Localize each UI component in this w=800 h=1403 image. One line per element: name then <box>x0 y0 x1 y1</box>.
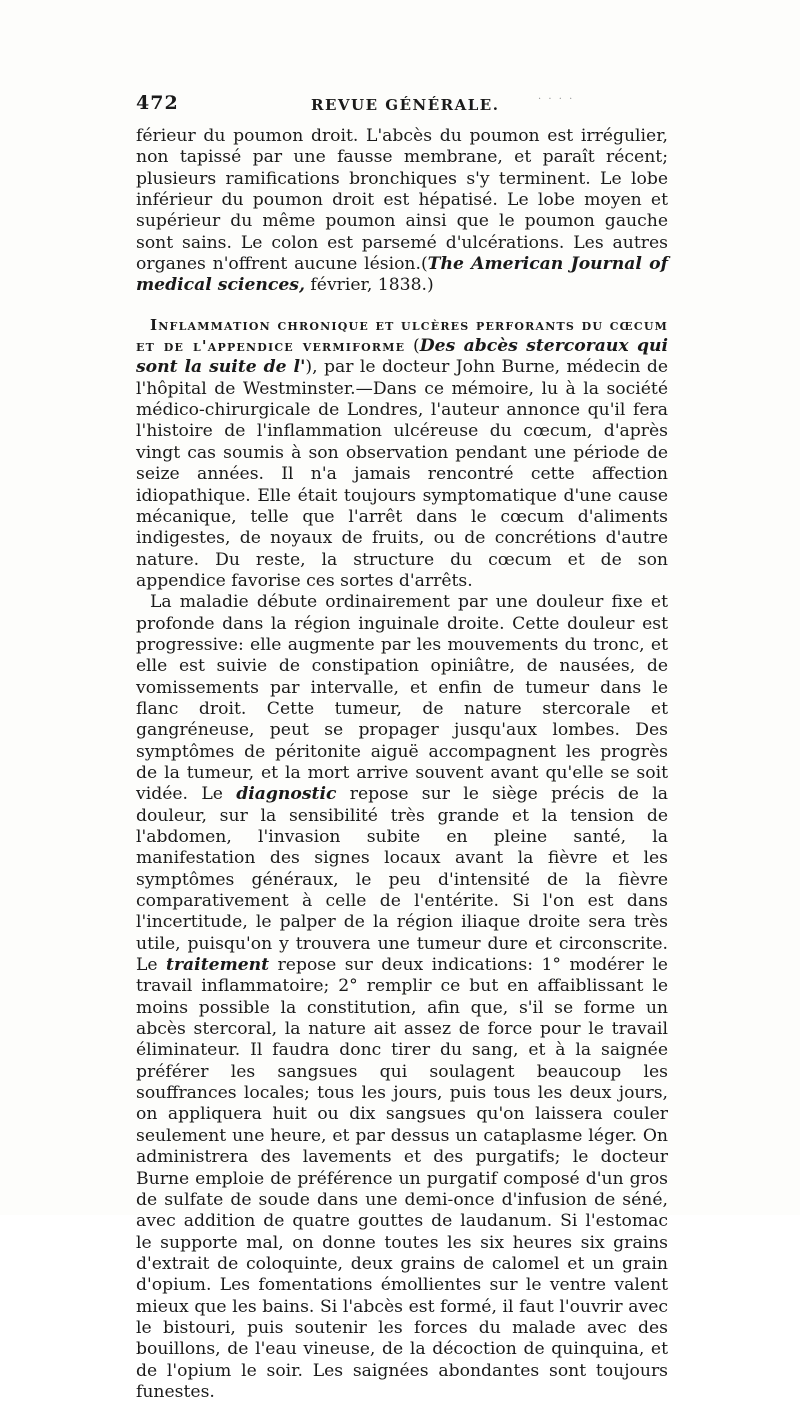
emphasis-diagnostic: diagnostic <box>236 784 337 805</box>
paren-open: ( <box>405 336 420 357</box>
paragraph-text: repose sur deux indications: 1° modérer le travail inflammatoire; 2° remplir ce but en affaiblissant le moins possible la constitution, afin que, s'il se forme un abcès stercoral, la nature ait assez de force pour le travail éliminateur. Il faudra donc tirer du sang, et à la saignée préférer les sangsues qui soulagent beaucoup les souffrances locales; tous les jours, puis tous les deux jours, on appliquera huit ou dix sangsues qu'on laissera couler seulement une heure, et par dessus un cataplasme léger. On administrera des lavements et des purgatifs; le docteur Burne emploie de préférence un purgatif composé d'un gros de sulfate de soude dans une demi-once d'infusion de séné, avec addition de quatre gouttes de laudanum. Si l'estomac le supporte mal, on donne toutes les six heures six grains d'extrait de coloquinte, deux grains de calomel et un grain d'opium. Les fomentations émollientes sur le ventre valent mieux que les bains. Si l'abcès est formé, il faut l'ouvrir avec le bistouri, puis soutenir les forces du malade avec des bouillons, de l'eau vineuse, de la décoction de quinquina, et de l'opium le soir. Les saignées abondantes sont toujours funestes. <box>136 955 668 1402</box>
citation-date: février, 1838.) <box>304 275 434 296</box>
header-dots: · · · · <box>538 94 575 105</box>
article-heading: Inflammation chronique et ulcères perforants du cœcum et de l'appendice vermiforme <box>136 315 668 356</box>
paragraph-text: La maladie débute ordinairement par une douleur fixe et profonde dans la région inguinale droite. Cette douleur est progressive: elle augmente par les mouvements du tronc, et elle est suivie de constipation opiniâtre, de nausées, de vomissements par intervalle, et enfin de tumeur dans le flanc droit. Cette tumeur, de nature stercorale et gangréneuse, peut se propager jusqu'aux lombes. Des symptômes de péritonite aiguë accompagnent les progrès de la tumeur, et la mort arrive souvent avant qu'elle se soit vidée. Le <box>136 592 668 805</box>
journal-citation: The American Journal of medical sciences, <box>136 254 669 296</box>
article-paragraph <box>136 315 668 592</box>
running-head: REVUE GÉNÉRALE. <box>311 96 500 114</box>
article-subtitle: Des abcès stercoraux qui sont la suite de l' <box>136 336 669 378</box>
paragraph-text: férieur du poumon droit. L'abcès du poumon est irrégulier, non tapissé par une fausse membrane, et paraît récent; plusieurs ramifications bronchiques s'y terminent. Le lobe inférieur du poumon droit est hépatisé. Le lobe moyen et supérieur du même poumon ainsi que le poumon gauche sont sains. Le colon est parsemé d'ulcérations. Les autres organes n'offrent aucune lésion.( <box>136 126 668 275</box>
page-number: 472 <box>136 92 179 114</box>
paren-close: ), <box>305 357 318 378</box>
paragraph-text: par le docteur John Burne, médecin de l'hôpital de Westminster.—Dans ce mémoire, lu à la société médico-chirurgicale de Londres, l'auteur annonce qu'il fera l'histoire de l'inflammation ulcéreuse du cœcum, d'après vingt cas soumis à son observation pendant une période de seize années. Il n'a jamais rencontré cette affection idiopathique. Elle était toujours symptomatique d'une cause mécanique, telle que l'arrêt dans le cœcum d'aliments indigestes, de noyaux de fruits, ou de concrétions d'autre nature. Du reste, la structure du cœcum et de son appendice favorise ces sortes d'arrêts. <box>136 357 668 591</box>
paragraph-continuation <box>136 126 668 297</box>
paragraph <box>136 592 668 1403</box>
emphasis-traitement: traitement <box>166 955 270 976</box>
paragraph-text: repose sur le siège précis de la douleur, sur la sensibilité très grande et la tension de l'abdomen, l'invasion subite en pleine santé, la manifestation des signes locaux avant la fièvre et les symptômes généraux, le peu d'intensité de la fièvre comparativement à celle de l'entérite. Si l'on est dans l'incertitude, le palper de la région iliaque droite sera très utile, puisqu'on y trouvera une tumeur dure et circonscrite. Le <box>136 784 668 976</box>
body-text <box>136 126 668 1403</box>
page-header <box>136 92 680 118</box>
